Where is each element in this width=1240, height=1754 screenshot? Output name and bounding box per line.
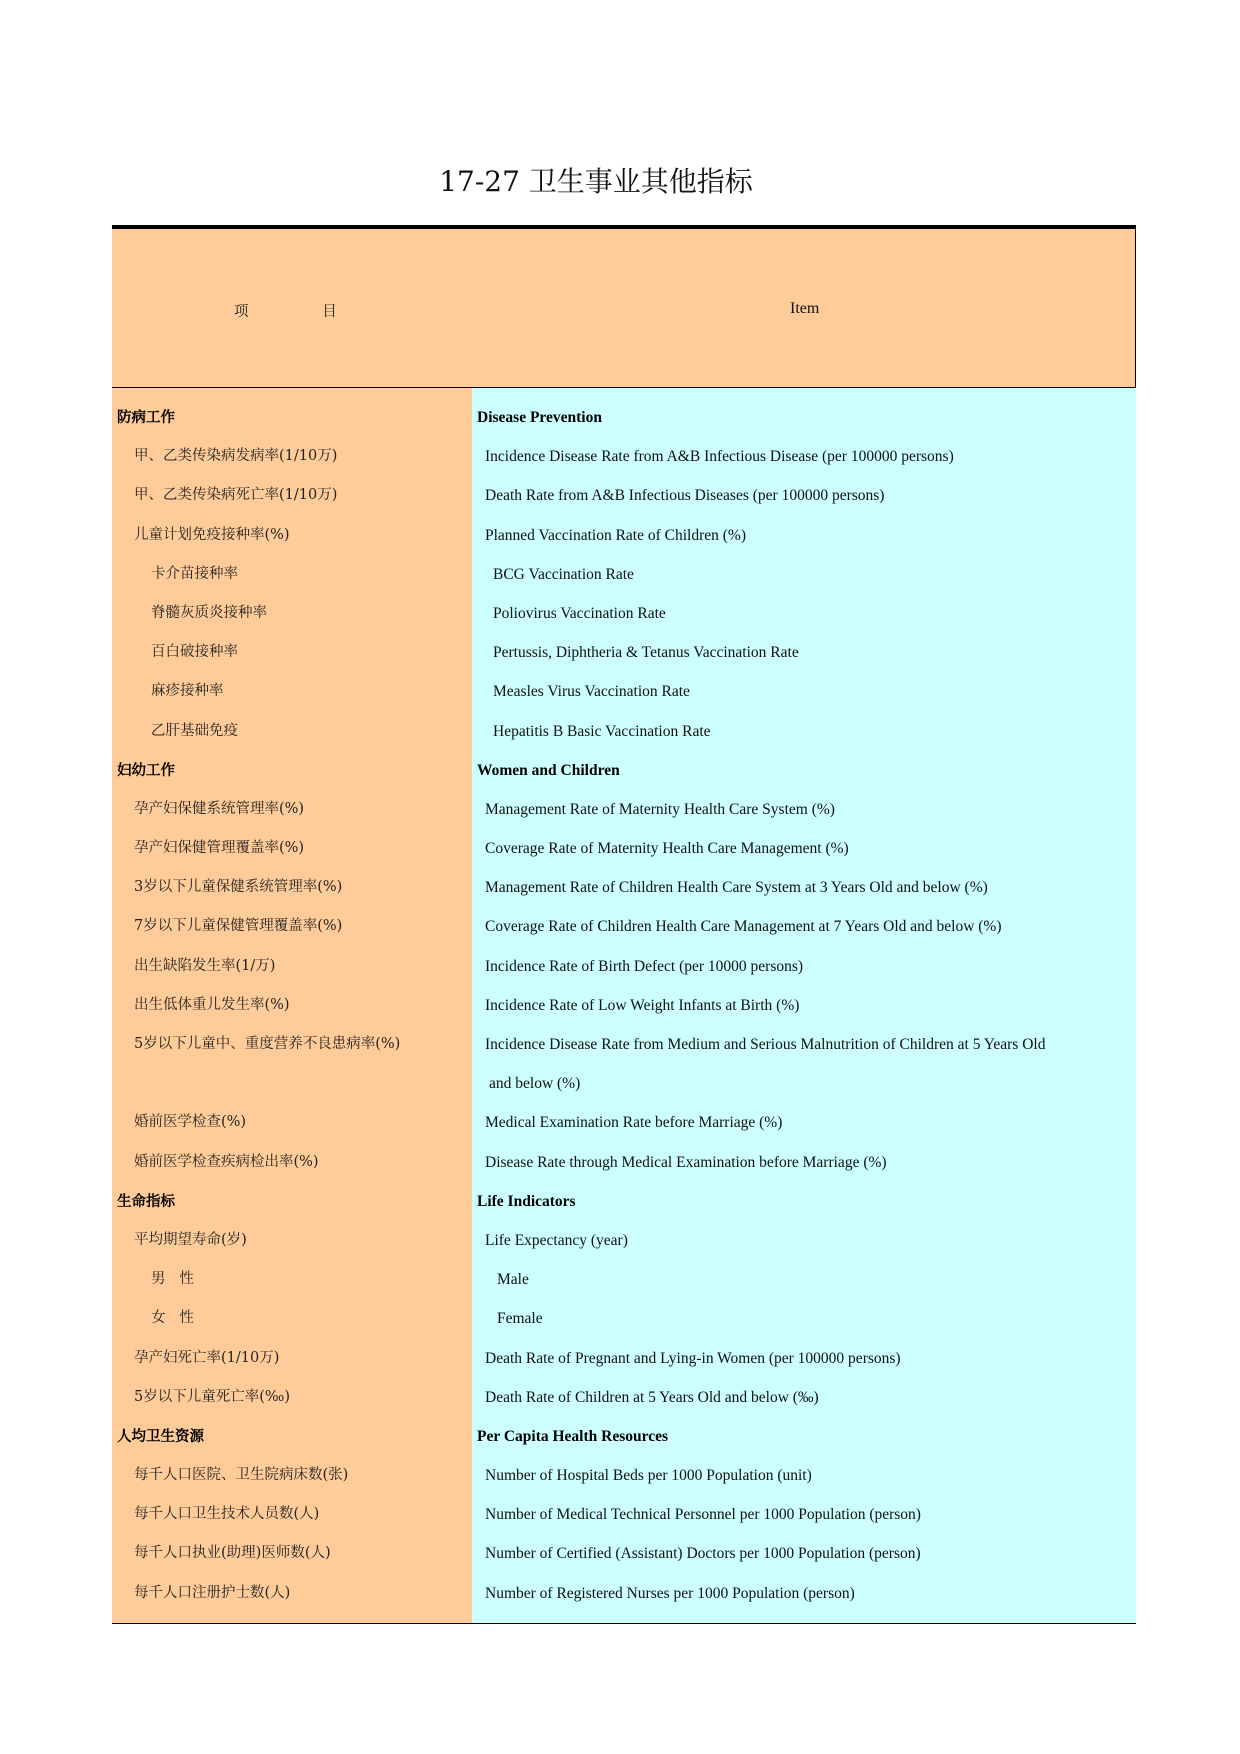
row-label-en: Management Rate of Maternity Health Care System (%) <box>485 800 835 818</box>
english-column <box>472 388 1136 1623</box>
category-label-en: Disease Prevention <box>477 409 602 426</box>
category-label-en: Per Capita Health Resources <box>477 1427 668 1445</box>
indicator-table <box>112 225 1136 1624</box>
table-body <box>112 388 1136 1624</box>
row-label-en: Coverage Rate of Maternity Health Care Management (%) <box>485 840 849 858</box>
row-label-zh: 男 性 <box>151 1271 194 1288</box>
row-label-zh: 出生低体重儿发生率(%) <box>134 996 290 1013</box>
row-label-en: Number of Registered Nurses per 1000 Population (person) <box>485 1584 855 1602</box>
row-label-zh: 5岁以下儿童中、重度营养不良患病率(%) <box>134 1036 401 1052</box>
row-label-zh: 孕产妇保健管理覆盖率(%) <box>134 840 305 857</box>
row-label-zh: 孕产妇保健系统管理率(%) <box>134 800 305 817</box>
row-label-zh: 7岁以下儿童保健管理覆盖率(%) <box>134 918 343 935</box>
category-label-zh: 人均卫生资源 <box>117 1427 204 1445</box>
row-label-en: Coverage Rate of Children Health Care Management at 7 Years Old and below (%) <box>485 918 1002 936</box>
row-label-en: Planned Vaccination Rate of Children (%) <box>485 526 746 544</box>
row-label-en: Hepatitis B Basic Vaccination Rate <box>493 722 711 740</box>
header-zh: 项 目 <box>234 304 337 320</box>
row-label-en: Measles Virus Vaccination Rate <box>493 683 690 701</box>
row-label-zh: 3岁以下儿童保健系统管理率(%) <box>134 879 343 896</box>
row-label-zh: 每千人口注册护士数(人) <box>134 1584 291 1601</box>
row-label-en: Incidence Rate of Birth Defect (per 10000 persons) <box>485 957 804 975</box>
category-label-zh: 防病工作 <box>117 409 175 426</box>
category-label-zh: 妇幼工作 <box>117 761 175 779</box>
row-label-en: Incidence Disease Rate from Medium and Serious Malnutrition of Children at 5 Years Old <box>485 1036 1046 1053</box>
category-label-en: Women and Children <box>477 761 620 779</box>
header-en: Item <box>790 300 820 317</box>
row-label-en: Disease Rate through Medical Examination before Marriage (%) <box>485 1153 887 1171</box>
chinese-column <box>112 388 472 1623</box>
row-label-zh: 平均期望寿命(岁) <box>134 1231 247 1248</box>
row-label-en: Number of Medical Technical Personnel per 1000 Population (person) <box>485 1506 921 1524</box>
row-label-zh: 孕产妇死亡率(1/10万) <box>134 1349 280 1366</box>
row-label-en: Death Rate of Pregnant and Lying-in Women (per 100000 persons) <box>485 1349 901 1367</box>
row-label-zh: 婚前医学检查疾病检出率(%) <box>134 1153 319 1170</box>
row-label-en: Death Rate of Children at 5 Years Old and below (‰) <box>485 1388 819 1406</box>
row-label-zh: 脊髓灰质炎接种率 <box>151 604 267 621</box>
row-label-en: Life Expectancy (year) <box>485 1231 628 1249</box>
row-label-zh: 婚前医学检查(%) <box>134 1114 247 1131</box>
row-label-en: BCG Vaccination Rate <box>493 565 634 583</box>
row-label-zh: 甲、乙类传染病死亡率(1/10万) <box>134 487 338 504</box>
row-label-zh: 每千人口执业(助理)医师数(人) <box>134 1545 331 1562</box>
category-label-en: Life Indicators <box>477 1192 576 1210</box>
row-label-zh: 卡介苗接种率 <box>151 565 238 582</box>
row-label-en: Pertussis, Diphtheria & Tetanus Vaccination Rate <box>493 644 799 662</box>
row-label-en: Medical Examination Rate before Marriage (%) <box>485 1114 783 1132</box>
row-label-zh: 麻疹接种率 <box>151 683 224 700</box>
row-label-zh: 每千人口卫生技术人员数(人) <box>134 1506 320 1523</box>
row-label-en: Poliovirus Vaccination Rate <box>493 604 666 622</box>
row-label-en: Male <box>497 1271 529 1289</box>
row-label-zh <box>112 1064 472 1103</box>
row-label-en: Incidence Rate of Low Weight Infants at Birth (%) <box>485 996 800 1014</box>
row-label-en: Incidence Disease Rate from A&B Infectious Disease (per 100000 persons) <box>485 448 954 466</box>
row-label-zh: 乙肝基础免疫 <box>151 722 238 739</box>
category-label-zh: 生命指标 <box>117 1192 175 1210</box>
row-label-en: and below (%) <box>489 1075 581 1093</box>
row-label-zh: 5岁以下儿童死亡率(‰) <box>134 1388 290 1405</box>
row-label-en: Death Rate from A&B Infectious Diseases (per 100000 persons) <box>485 487 885 505</box>
table-header <box>112 225 1136 388</box>
row-label-zh: 儿童计划免疫接种率(%) <box>134 526 290 543</box>
row-label-en: Management Rate of Children Health Care System at 3 Years Old and below (%) <box>485 879 988 897</box>
row-label-zh: 甲、乙类传染病发病率(1/10万) <box>134 448 338 465</box>
row-label-zh: 女 性 <box>151 1310 194 1327</box>
row-label-en: Number of Certified (Assistant) Doctors per 1000 Population (person) <box>485 1545 921 1563</box>
page-title: 17-27 卫生事业其他指标 <box>439 165 753 198</box>
row-label-en: Female <box>497 1310 543 1328</box>
row-label-zh: 百白破接种率 <box>151 644 238 661</box>
row-label-zh: 出生缺陷发生率(1/万) <box>134 957 276 974</box>
row-label-en: Number of Hospital Beds per 1000 Population (unit) <box>485 1467 812 1485</box>
row-label-zh: 每千人口医院、卫生院病床数(张) <box>134 1467 349 1484</box>
